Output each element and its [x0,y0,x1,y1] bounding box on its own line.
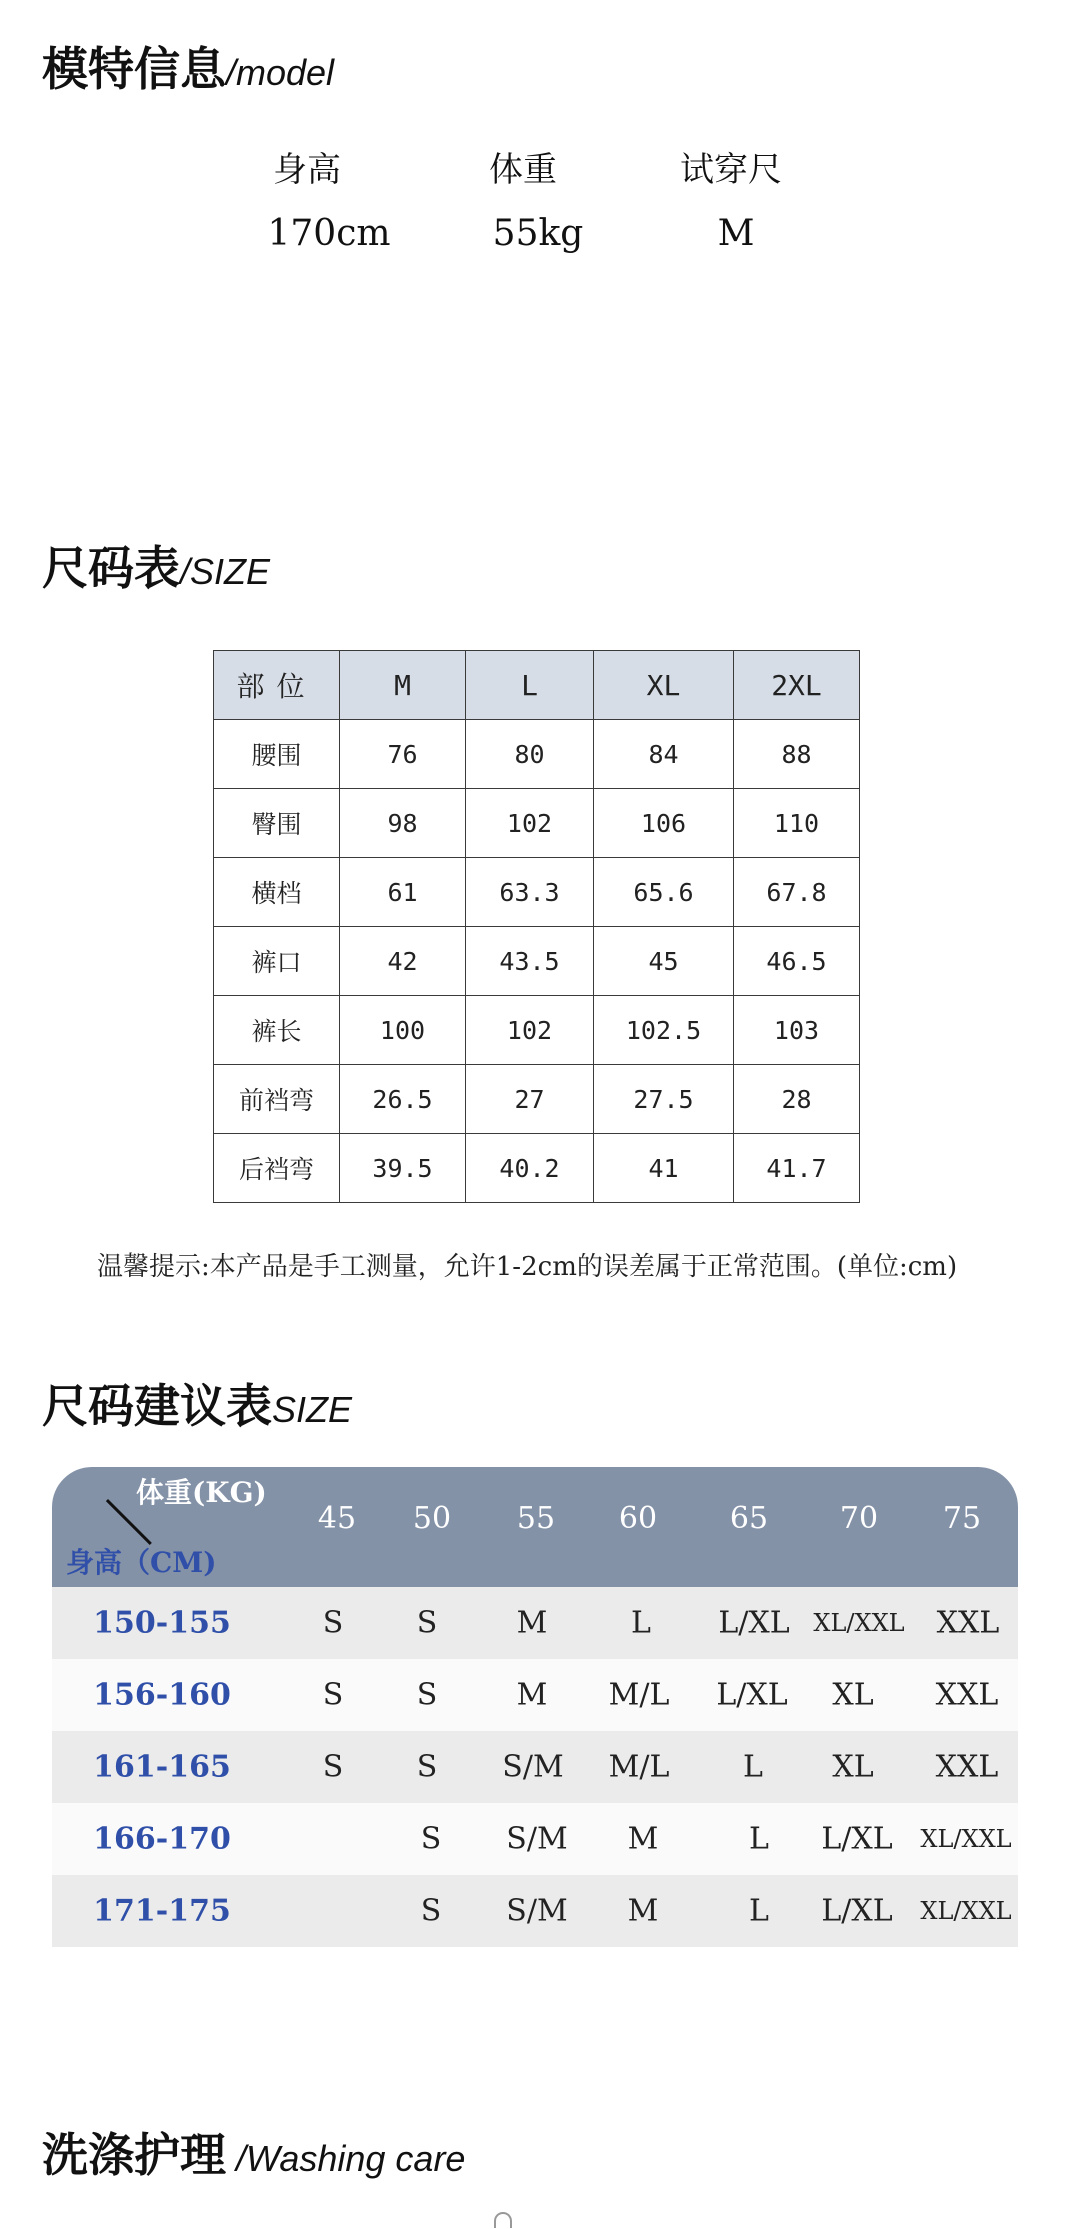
size-chart-cell: 46.5 [734,927,860,996]
size-suggestion-cell: XXL [935,1749,999,1785]
size-chart-cell: 42 [340,927,466,996]
size-suggestion-cell: L/XL [718,1605,790,1641]
height-range: 171-175 [93,1893,231,1929]
size-chart-cell: 102 [466,789,594,858]
size-chart-cell: 39.5 [340,1134,466,1203]
height-range: 156-160 [93,1677,231,1713]
size-chart-cell: 41.7 [734,1134,860,1203]
size-chart-header-part: 部位 [214,651,340,720]
weight-header: 65 [729,1501,769,1536]
size-suggestion-cell: XL/XXL [920,1825,1012,1853]
size-suggestion-cell: M [516,1605,548,1641]
size-suggestion-cell: S [416,1605,438,1641]
size-suggestion-cell: M [627,1893,659,1929]
model-info-title-cn: 模特信息 [42,42,226,96]
size-chart-cell: 27.5 [594,1065,734,1134]
size-chart-cell: 80 [466,720,594,789]
model-header-height: 身高 [273,150,341,190]
size-chart-row [214,1065,860,1134]
measurement-note: 温馨提示:本产品是手工测量，允许1-2cm的误差属于正常范围。(单位:cm) [97,1252,958,1282]
size-suggestion-cell: S/M [502,1749,564,1785]
size-suggestion-cell: XXL [935,1677,999,1713]
size-chart-row [214,996,860,1065]
model-info-headers [0,142,1080,192]
weight-header: 45 [317,1501,357,1536]
weight-header: 50 [412,1501,452,1536]
weight-header: 60 [618,1501,658,1536]
size-chart-part: 前裆弯 [214,1065,340,1134]
size-suggestion-row [52,1731,1018,1803]
height-axis-label: 身高（CM) [66,1546,217,1579]
size-suggestion-title-en: SIZE [272,1389,353,1430]
size-chart-cell: 88 [734,720,860,789]
size-suggestion-cell: S [322,1605,344,1641]
size-chart-title-en: /SIZE [180,551,271,592]
size-chart-part: 裤长 [214,996,340,1065]
size-chart-cell: 45 [594,927,734,996]
size-chart-row [214,858,860,927]
size-suggestion-cell: S [322,1749,344,1785]
size-suggestion-row [52,1803,1018,1875]
size-chart-cell: 61 [340,858,466,927]
size-suggestion-cell: L/XL [821,1821,893,1857]
size-chart-table [213,650,860,1203]
size-chart-part: 腰围 [214,720,340,789]
size-suggestion-cell: XL [832,1677,874,1713]
size-chart-cell: 102 [466,996,594,1065]
size-suggestion-cell: XL/XXL [813,1609,905,1637]
size-chart-row [214,720,860,789]
size-suggestion-cell: L [749,1893,769,1929]
size-chart-cell: 98 [340,789,466,858]
size-suggestion-cell: M [627,1821,659,1857]
size-suggestion-cell: S [322,1677,344,1713]
size-suggestion-title [42,1379,353,1433]
size-chart-part: 横档 [214,858,340,927]
size-chart-cell: 100 [340,996,466,1065]
size-chart-cell: 41 [594,1134,734,1203]
model-header-weight: 体重 [489,150,557,190]
size-chart-cell: 110 [734,789,860,858]
size-chart-cell: 84 [594,720,734,789]
size-chart-title-cn: 尺码表 [42,541,180,595]
size-suggestion-cell: L/XL [716,1677,788,1713]
size-suggestion-cell: S [420,1821,442,1857]
size-suggestion-cell: XXL [936,1605,1000,1641]
weight-header: 75 [942,1501,982,1536]
size-suggestion-cell: L [749,1821,769,1857]
model-header-fit-size: 试穿尺 [680,150,782,190]
size-suggestion-cell: S/M [506,1821,568,1857]
height-range: 166-170 [93,1821,231,1857]
model-info-title-en: /model [226,52,335,93]
care-icon-partial [494,2212,512,2228]
height-range: 150-155 [93,1605,231,1641]
size-chart-header-row [214,651,860,720]
size-chart-cell: 40.2 [466,1134,594,1203]
size-chart-row [214,927,860,996]
size-suggestion-cell: S/M [506,1893,568,1929]
size-chart-cell: 63.3 [466,858,594,927]
size-suggestion-cell: S [416,1749,438,1785]
weight-axis-label: 体重(KG) [136,1476,267,1509]
size-chart-header-size: L [466,651,594,720]
size-chart-cell: 67.8 [734,858,860,927]
size-suggestion-header [52,1467,1018,1587]
washing-care-title-cn: 洗涤护理 [42,2128,226,2182]
size-chart-row [214,789,860,858]
size-chart-cell: 106 [594,789,734,858]
size-suggestion-cell: XL/XXL [920,1897,1012,1925]
size-chart-cell: 27 [466,1065,594,1134]
size-chart-part: 臀围 [214,789,340,858]
model-value-height: 170cm [267,213,391,254]
model-info-title [42,42,335,96]
size-chart-header-size: XL [594,651,734,720]
size-suggestion-row [52,1875,1018,1947]
size-chart-cell: 26.5 [340,1065,466,1134]
size-chart-cell: 28 [734,1065,860,1134]
size-chart-cell: 43.5 [466,927,594,996]
size-suggestion-cell: L/XL [821,1893,893,1929]
size-suggestion-cell: S [416,1677,438,1713]
size-chart-cell: 103 [734,996,860,1065]
size-suggestion-cell: M [516,1677,548,1713]
model-info-values [0,213,1080,263]
size-chart-header-size: 2XL [734,651,860,720]
washing-care-title-en: /Washing care [226,2138,466,2179]
size-chart-cell: 102.5 [594,996,734,1065]
size-chart-header-size: M [340,651,466,720]
size-suggestion-cell: S [420,1893,442,1929]
size-suggestion-cell: L [743,1749,763,1785]
size-suggestion-cell: M/L [608,1677,670,1713]
height-range: 161-165 [93,1749,231,1785]
size-chart-title [42,541,271,595]
size-suggestion-table [52,1467,1018,1947]
size-chart-part: 后裆弯 [214,1134,340,1203]
washing-care-title [42,2128,466,2182]
size-suggestion-title-cn: 尺码建议表 [42,1379,272,1433]
size-suggestion-row [52,1659,1018,1731]
size-chart-part: 裤口 [214,927,340,996]
size-chart-cell: 65.6 [594,858,734,927]
size-suggestion-cell: M/L [608,1749,670,1785]
size-suggestion-cell: XL [832,1749,874,1785]
weight-header: 70 [839,1501,879,1536]
size-chart-cell: 76 [340,720,466,789]
model-value-fit-size: M [717,213,755,254]
size-chart-row [214,1134,860,1203]
size-suggestion-cell: L [631,1605,651,1641]
size-suggestion-row [52,1587,1018,1659]
weight-header: 55 [516,1501,556,1536]
model-value-weight: 55kg [492,213,584,254]
